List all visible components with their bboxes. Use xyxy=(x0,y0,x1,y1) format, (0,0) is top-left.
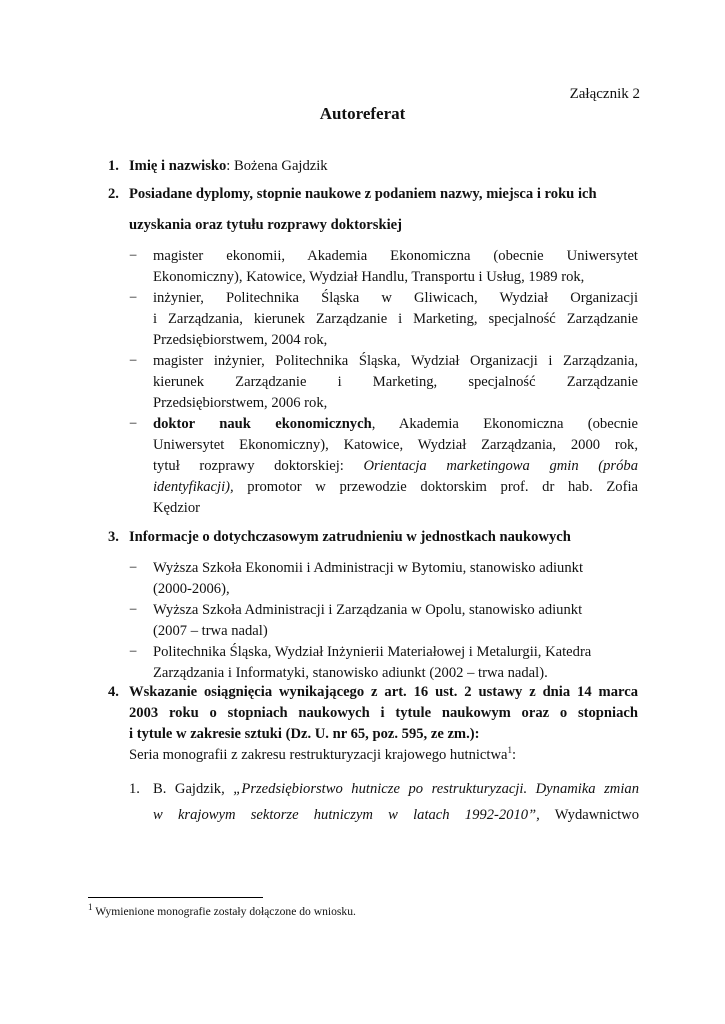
dash-bullet: − xyxy=(129,353,138,369)
text-line: Wyższa Szkoła Ekonomii i Administracji w Bytomiu, stanowisko adiunkt xyxy=(153,560,583,576)
list-item xyxy=(129,351,638,414)
list-item xyxy=(129,414,638,519)
text-line xyxy=(153,776,639,802)
section-number: 3. xyxy=(108,529,119,545)
dash-bullet: − xyxy=(129,644,138,660)
text-line: i Zarządzania, kierunek Zarządzanie i Marketing, specjalność Zarządzanie xyxy=(153,311,638,327)
text-line xyxy=(153,802,639,828)
footnote-divider xyxy=(88,897,263,898)
section-heading-line: Informacje o dotychczasowym zatrudnieniu w jednostkach naukowych xyxy=(129,529,571,545)
text-line xyxy=(153,456,638,477)
section-1 xyxy=(108,156,638,177)
section-2 xyxy=(108,184,638,519)
section-heading-line: i tytule w zakresie sztuki (Dz. U. nr 65, poz. 595, ze zm.): xyxy=(129,726,480,742)
text-line: kierunek Zarządzanie i Marketing, specjalność Zarządzanie xyxy=(153,374,638,390)
text-fragment: , Akademia Ekonomiczna (obecnie xyxy=(371,416,638,432)
text-line: Politechnika Śląska, Wydział Inżynierii Materiałowej i Metalurgii, Katedra xyxy=(153,644,592,660)
section-heading-line: 2003 roku o stopniach naukowych i tytule naukowym oraz o stopniach xyxy=(129,705,638,721)
document-title: Autoreferat xyxy=(319,104,406,123)
name-label: Imię i nazwisko xyxy=(129,158,227,174)
name-value: Bożena Gajdzik xyxy=(234,158,328,174)
text-line: magister ekonomii, Akademia Ekonomiczna (obecnie Uniwersytet xyxy=(153,248,638,264)
text-line: Przedsiębiorstwem, 2004 rok, xyxy=(153,332,328,348)
section-number: 1. xyxy=(108,158,119,174)
dash-bullet: − xyxy=(129,560,138,576)
dash-bullet: − xyxy=(129,290,138,306)
footnote xyxy=(88,902,356,918)
section-intro xyxy=(129,745,638,766)
list-item xyxy=(129,642,638,684)
footnote-mark: 1 xyxy=(88,902,93,913)
list-item xyxy=(129,600,638,642)
text-fragment: promotor w przewodzie doktorskim prof. dr hab. Zofia xyxy=(233,479,638,495)
text-line: Przedsiębiorstwem, 2006 rok, xyxy=(153,395,328,411)
dash-bullet: − xyxy=(129,248,138,264)
section-number: 2. xyxy=(108,186,119,202)
publication-number: 1. xyxy=(129,781,140,797)
list-item xyxy=(129,558,638,600)
footnote-text: Wymienione monografie zostały dołączone do wniosku. xyxy=(92,905,356,918)
employment-list xyxy=(129,558,638,684)
dash-bullet: − xyxy=(129,416,138,432)
degree-title: doktor nauk ekonomicznych xyxy=(153,416,372,432)
section-3 xyxy=(108,527,638,684)
publication-item xyxy=(129,776,639,828)
text-line: Zarządzania i Informatyki, stanowisko adiunkt (2002 – trwa nadal). xyxy=(153,665,548,681)
list-item xyxy=(129,288,638,351)
annex-label: Załącznik 2 xyxy=(569,86,640,102)
text-fragment: : xyxy=(511,747,517,763)
publication-title: w krajowym sektorze hutniczym w latach 1992-2010”, xyxy=(153,807,540,823)
text-line: Wyższa Szkoła Administracji i Zarządzania w Opolu, stanowisko adiunkt xyxy=(153,602,583,618)
text-fragment: Seria monografii z zakresu restrukturyzacji krajowego hutnictwa xyxy=(129,747,508,763)
section-heading-line: Wskazanie osiągnięcia wynikającego z art. 16 ust. 2 ustawy z dnia 14 marca xyxy=(129,684,638,700)
text-fragment: tytuł rozprawy doktorskiej: xyxy=(153,458,364,474)
name-separator: : xyxy=(226,158,234,174)
text-line: Kędzior xyxy=(153,500,201,516)
footnote-reference[interactable]: 1 xyxy=(507,745,512,756)
text-line xyxy=(153,414,638,435)
text-line: inżynier, Politechnika Śląska w Gliwicach, Wydział Organizacji xyxy=(153,290,638,306)
dash-bullet: − xyxy=(129,602,138,618)
text-line: (2007 – trwa nadal) xyxy=(153,623,268,639)
text-line: magister inżynier, Politechnika Śląska, Wydział Organizacji i Zarządzania, xyxy=(153,353,638,369)
text-line: Uniwersytet Ekonomiczny), Katowice, Wydział Zarządzania, 2000 rok, xyxy=(153,437,638,453)
list-item xyxy=(129,246,638,288)
thesis-title: Orientacja marketingowa gmin (próba xyxy=(363,458,638,474)
thesis-title: identyfikacji), xyxy=(153,479,234,495)
publication-publisher: Wydawnictwo xyxy=(539,807,639,823)
section-4 xyxy=(108,682,638,766)
diploma-list xyxy=(129,246,638,519)
section-heading-line: Posiadane dyplomy, stopnie naukowe z podaniem nazwy, miejsca i roku ich xyxy=(129,186,597,202)
text-line: (2000-2006), xyxy=(153,581,230,597)
section-number: 4. xyxy=(108,684,119,700)
publication-author: B. Gajdzik, xyxy=(153,781,234,797)
section-heading-line: uzyskania oraz tytułu rozprawy doktorskiej xyxy=(129,217,402,233)
text-line xyxy=(153,477,638,498)
text-line: Ekonomiczny), Katowice, Wydział Handlu, Transportu i Usług, 1989 rok, xyxy=(153,269,585,285)
publication-title: „Przedsiębiorstwo hutnicze po restrukturyzacji. Dynamika zmian xyxy=(233,781,639,797)
